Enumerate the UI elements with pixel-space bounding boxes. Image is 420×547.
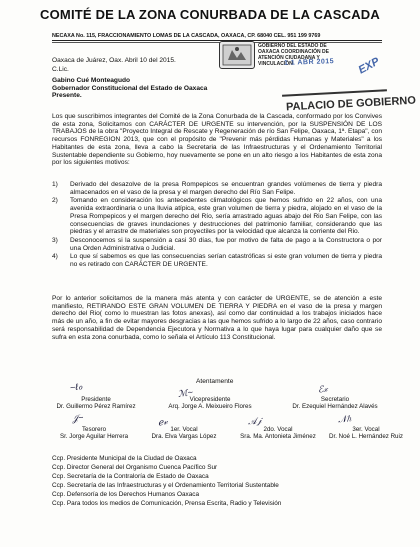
list-item-number: 2) [52, 197, 58, 205]
signature-block [46, 396, 146, 410]
signature-scribble: ℯ𝓋 [157, 416, 169, 428]
signature-scribble: 𝒥~ [71, 412, 85, 424]
signature-block [326, 426, 406, 440]
palacio-stamp-rule [282, 89, 387, 96]
list-item-text: Derivado del desazolve de la presa Rompepicos se encuentran grandes volúmenes de tierra y piedra almacenados en el vaso de la presa y el margen derecho del Río San Felipe. [70, 181, 382, 196]
signature-role: Tesorero [81, 426, 107, 433]
list-item-number: 1) [52, 181, 58, 188]
recipient-block [52, 77, 207, 100]
received-stamp-date: 1 1 ABR 2015 [283, 58, 335, 67]
signature-role: Vicepresidente [189, 396, 231, 403]
list-item [52, 237, 382, 252]
signature-name: Dr. Ezequiel Hernández Alavés [292, 403, 378, 410]
signature-role: Secretario [320, 396, 350, 403]
signature-role: 2do. Vocal [263, 426, 293, 433]
signature-name: Dra. Elva Vargas López [151, 433, 217, 440]
received-stamp-text: GOBIERNO DEL ESTADO DE OAXACA COORDINACIÓN DE ATENCIÓN CIUDADANA Y VINCULACIÓN [258, 43, 329, 67]
ccp-line: Ccp. Para todos los medios de Comunicación, Prensa Escrita, Radio y Televisión [52, 500, 282, 507]
signature-scribble: ℰ𝓍 [317, 383, 329, 395]
palacio-de-gobierno-stamp: PALACIO DE GOBIERNO [285, 94, 417, 114]
signature-name: Sra. Ma. Antonieta Jiménez [240, 433, 316, 440]
signature-scribble: 𝒜𝒿 [247, 415, 262, 427]
ccp-line: Ccp. Secretaría de la Contraloría de Estado de Oaxaca [52, 473, 209, 480]
list-item [52, 253, 382, 268]
header-rule [52, 40, 382, 41]
list-item-number: 3) [52, 236, 58, 244]
committee-title: COMITÉ DE LA ZONA CONURBADA DE LA CASCADA [40, 7, 380, 22]
list-item-text: Tomando en consideración los antecedentes climatológicos que hemos sufrido en 22 años, con una avenida extraordinaria o una lluvia atípica, este gran volumen de tierra y piedra, alojado en el vaso de la Presa Rompepicos y el margen derecho del Río, sería arrastrado aguas abajo del Rio San Felipe, con las consecuencias de graves inundaciones y destrucciones del patrimonio familiar, considerando que las piedras y el arrastre de materiales son proyectiles por la velocidad que alcanza la corriente del Rio. [70, 197, 382, 236]
signature-name: Arq. Jorge A. Meixueiro Flores [168, 403, 252, 410]
signature-role: 1er. Vocal [170, 426, 198, 433]
exp-handwritten-mark: EXP [356, 55, 382, 77]
government-seal-icon [219, 41, 255, 69]
list-item [52, 197, 382, 236]
intro-paragraph: Los que suscribimos integrantes del Comité de la Zona Conurbada de la Cascada, conformado por los Convives de esta zona, Solicitamos con CARÁCTER DE URGENTE su intervención, por la SUSPENSIÓN DE LOS TRABAJOS de la obra "Proyecto Integral de Rescate y Regeneración de río San Felipe, Oaxaca, 1ª. Etapa", con recursos FONREGION 2013, que con el propósito de "Prevenir más pérdidas Humanas y Materiales" a los Habitantes de esta zona, lleva a cabo la Secretaria de las Infraestructuras y el Ordenamiento Territorial Sustentable dependiente su Gobierno, hoy nuevamente se pone en un alto riesgo a los Habitantes de esta zona por los siguientes motivos: [52, 113, 382, 167]
list-item-text: Lo que sí sabemos es que las consecuencias serían catastróficas si este gran volumen de tierra y piedra no es retirado con CARÁCTER DE URGENTE. [70, 253, 382, 269]
recipient-name: Gabino Cué Monteagudo [52, 77, 131, 84]
closing-paragraph: Por lo anterior solicitamos de la manera más atenta y con carácter de URGENTE, se de atención a este manifiesto, RETIRANDO ESTE GRAN VOLUMEN DE TIERRA Y PIEDRA en el vaso de la presa y margen derecho del Rio( como lo muestran las fotos anexas), así como dar continuidad a los trabajos iniciados hace más de un año, a fin de evitar mayores desgracias a las que hemos sufrido a lo largo de 22 años, caso contrario será responsabilidad de Dependencia Ejecutora y Normativa a lo que haya lugar para cualquier daño que se sufra en esta zona conurbada, como lo señala el Artículo 113 Constitucional. [52, 295, 382, 341]
signature-block [282, 396, 388, 410]
ccp-line: Ccp. Presidente Municipal de la Ciudad de Oaxaca [52, 455, 197, 462]
signature-block [46, 426, 142, 440]
list-item-text: Desconocemos si la suspensión a casi 30 días, fue por motivo de falta de pago a la Constructora o por una Orden Administrativa o Judicial. [70, 236, 382, 252]
committee-address: NECAXA No. 115, FRACCIONAMIENTO LOMAS DE LA CASCADA, OAXACA, CP. 68040 CEL. 951 199 9769 [52, 33, 321, 39]
signature-role: Presidente [81, 396, 111, 403]
signature-block [226, 426, 330, 440]
ccp-line: Ccp. Director General del Organismo Cuenca Pacífico Sur [52, 464, 218, 471]
salutation-title: C.Lic. [52, 66, 69, 73]
signature-name: Dr. Guillermo Pérez Ramírez [56, 403, 136, 410]
signature-block [140, 426, 228, 440]
list-item-number: 4) [52, 253, 58, 261]
reasons-list [52, 181, 382, 270]
signature-scribble: ~ℓℴ [69, 381, 83, 393]
signature-name: Sr. Jorge Aguilar Herrera [59, 433, 129, 440]
list-item [52, 181, 382, 196]
signature-scribble: ℳ~ [177, 387, 194, 399]
signature-name: Dr. Noé L. Hernández Ruiz [329, 433, 403, 440]
ccp-line: Ccp. Secretaría de las Infraestructuras y el Ordenamiento Territorial Sustentable [52, 482, 279, 489]
signature-role: 3er. Vocal [352, 426, 380, 433]
place-date: Oaxaca de Juárez, Oax. Abril 10 del 2015. [52, 57, 176, 64]
signature-block [155, 396, 265, 410]
ccp-line: Ccp. Defensoría de los Derechos Humanos Oaxaca [52, 491, 200, 498]
presente-label: Presente. [52, 92, 82, 100]
recipient-title: Gobernador Constitucional del Estado de Oaxaca [52, 84, 208, 92]
signature-scribble: 𝒩ℎ [337, 413, 352, 425]
atentamente-label: Atentamente [196, 378, 234, 385]
